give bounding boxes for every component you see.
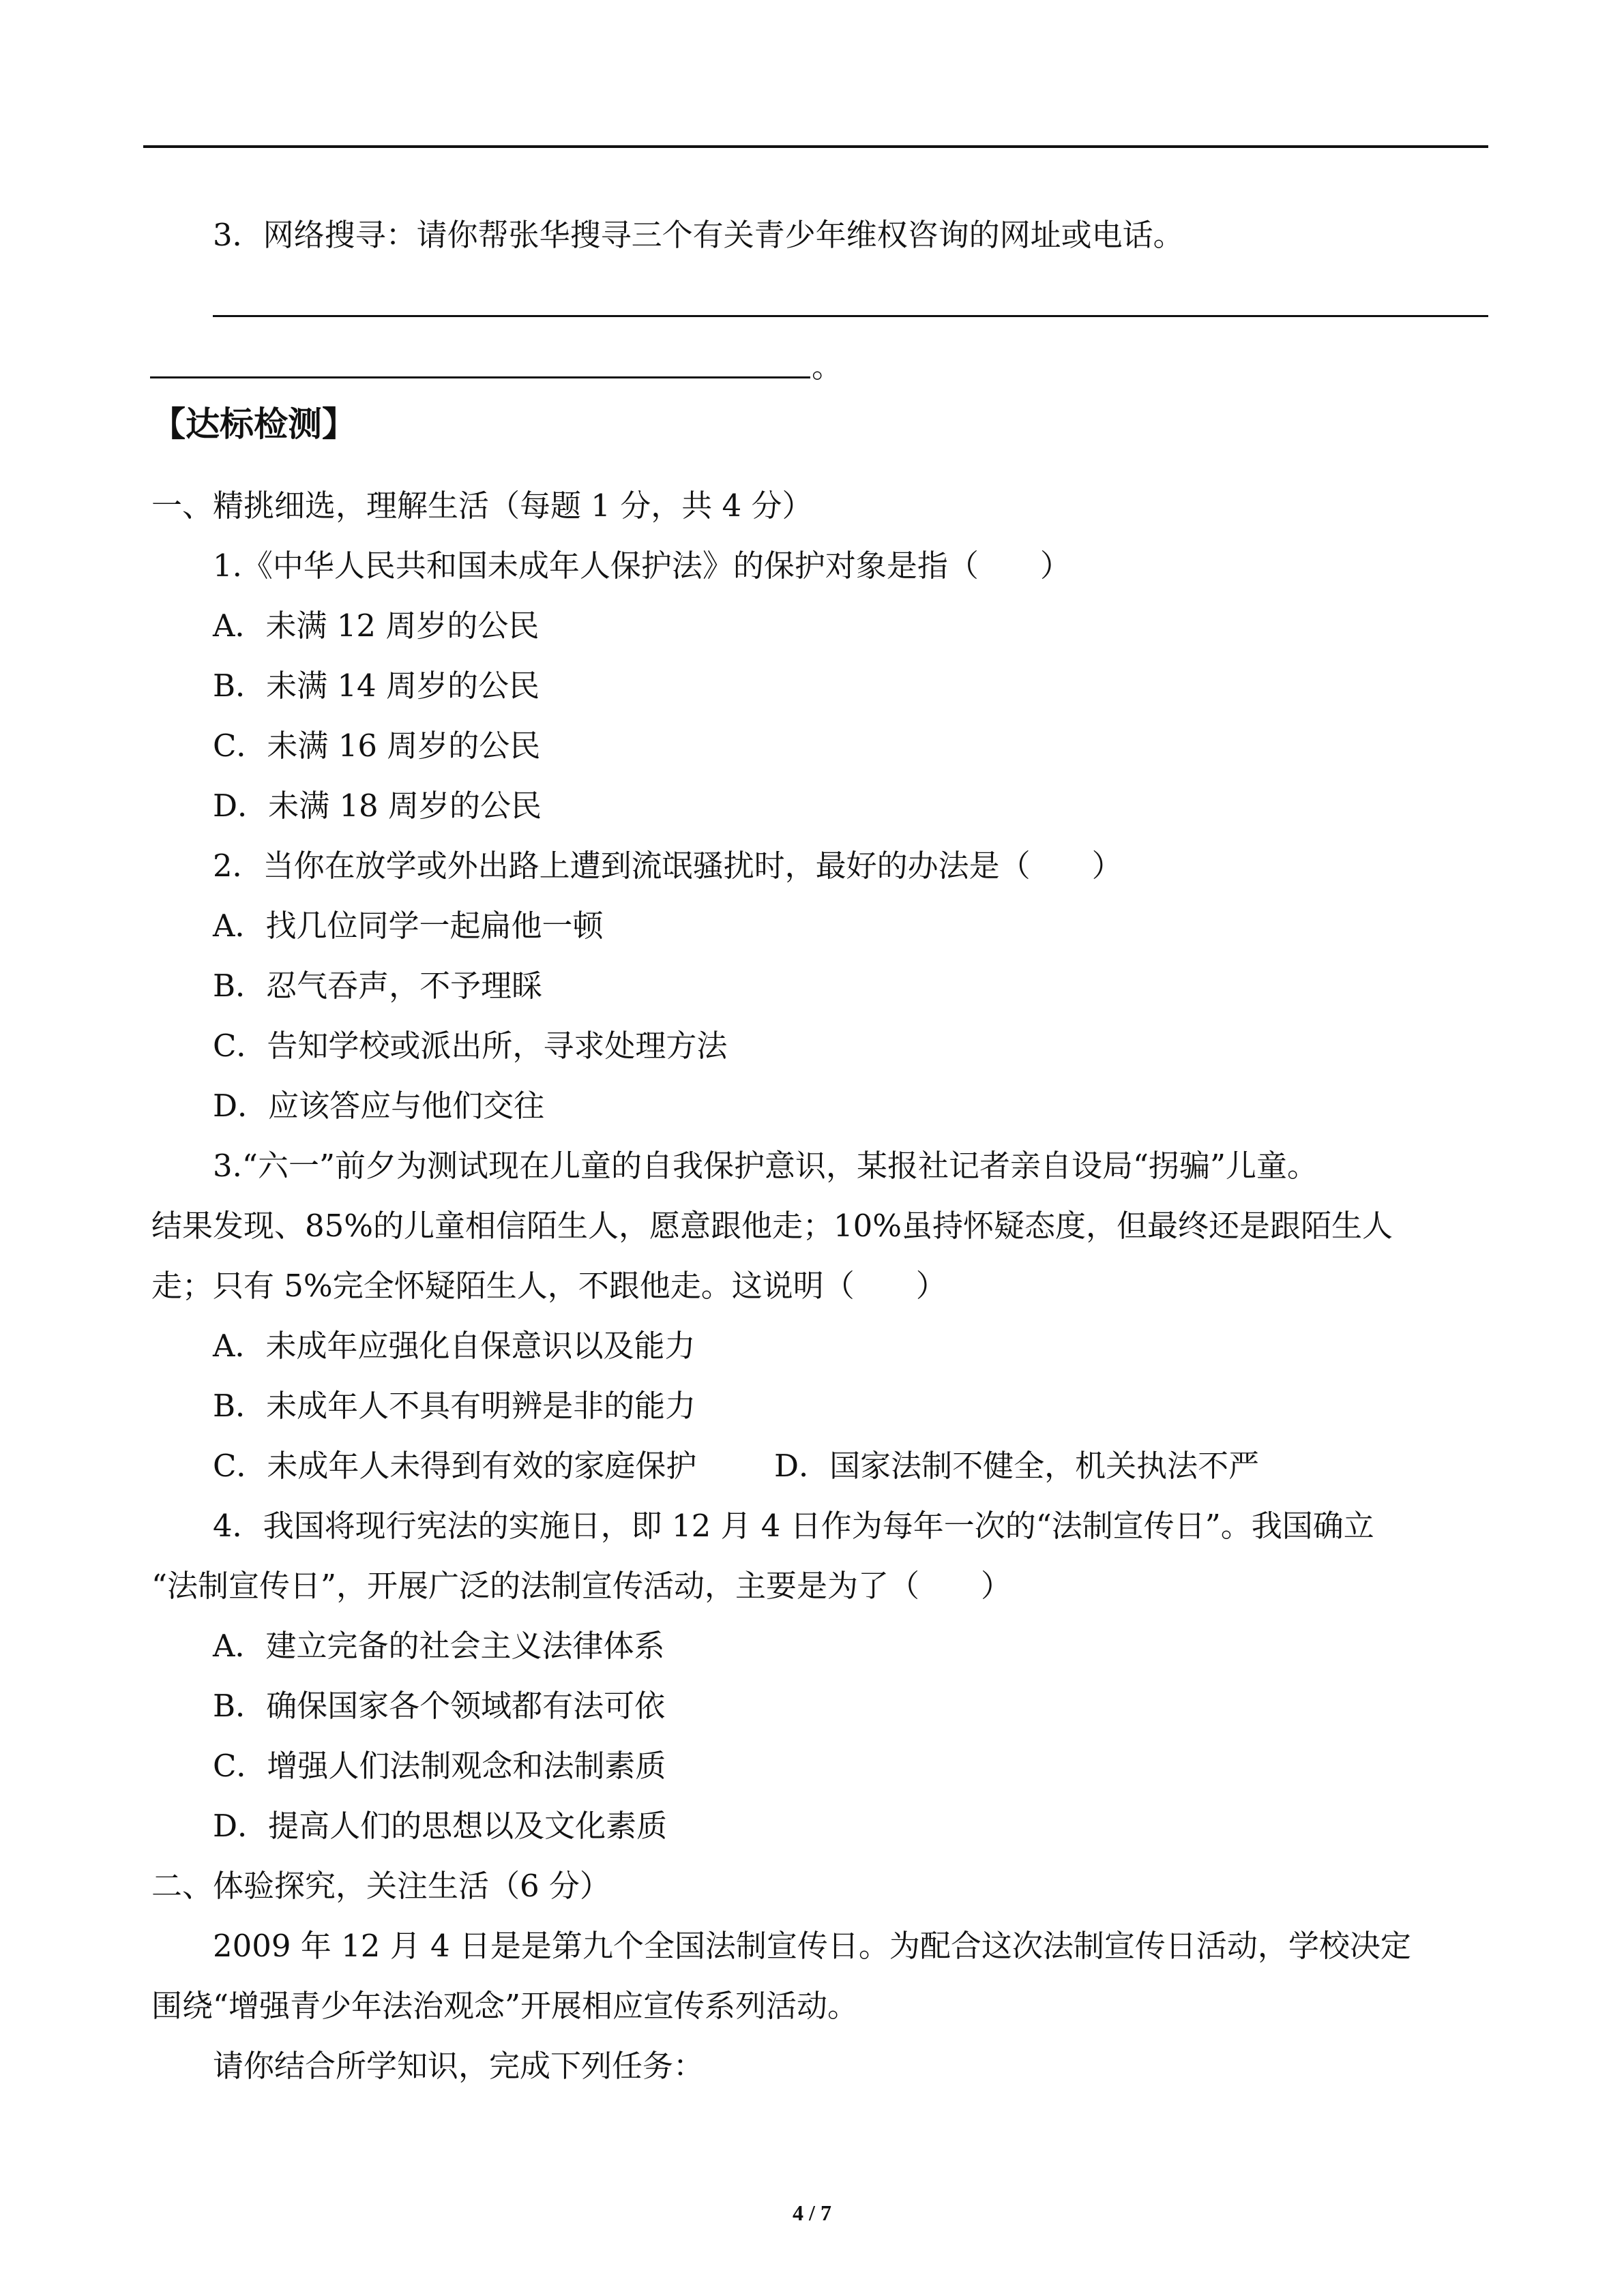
- q4-stem-line-2: “法制宣传日”，开展广泛的法制宣传活动，主要是为了（ ）: [151, 1568, 1012, 1604]
- q4-stem-line-1: 4．我国将现行宪法的实施日，即 12 月 4 日作为每年一次的“法制宣传日”。我国确立: [213, 1508, 1374, 1544]
- q3-stem-line-1: 3.“六一”前夕为测试现在儿童的自我保护意识，某报社记者亲自设局“拐骗”儿童。: [213, 1148, 1318, 1184]
- q1-option-d: D．未满 18 周岁的公民: [213, 788, 542, 824]
- q2-option-c: C．告知学校或派出所，寻求处理方法: [213, 1028, 728, 1064]
- q3-option-b: B．未成年人不具有明辨是非的能力: [213, 1388, 696, 1424]
- part-1-heading: 一、精挑细选，理解生活（每题 1 分，共 4 分）: [151, 488, 813, 524]
- part-2-paragraph-line-2: 围绕“增强青少年法治观念”开展相应宣传系列活动。: [151, 1988, 859, 2024]
- section-heading: 【达标检测】: [151, 404, 356, 444]
- q1-stem: 1.《中华人民共和国未成年人保护法》的保护对象是指（ ）: [213, 548, 1071, 584]
- q2-stem: 2．当你在放学或外出路上遭到流氓骚扰时，最好的办法是（ ）: [213, 848, 1123, 884]
- answer-blank-line-1[interactable]: [213, 315, 1488, 317]
- q3-option-d: D．国家法制不健全，机关执法不严: [774, 1448, 1260, 1484]
- q4-option-a: A．建立完备的社会主义法律体系: [213, 1628, 665, 1664]
- q1-option-c: C．未满 16 周岁的公民: [213, 728, 541, 764]
- q2-option-b: B．忍气吞声，不予理睬: [213, 968, 543, 1004]
- q4-option-c: C．增强人们法制观念和法制素质: [213, 1748, 666, 1784]
- answer-blank-line-2[interactable]: [150, 376, 810, 378]
- answer-end-mark: 。: [812, 348, 843, 385]
- q1-option-b: B．未满 14 周岁的公民: [213, 668, 540, 704]
- q4-option-b: B．确保国家各个领域都有法可依: [213, 1688, 666, 1724]
- q3-option-c: C．未成年人未得到有效的家庭保护: [213, 1448, 697, 1484]
- part-2-heading: 二、体验探究，关注生活（6 分）: [151, 1868, 610, 1904]
- q1-option-a: A．未满 12 周岁的公民: [213, 608, 540, 644]
- page-number: 4 / 7: [793, 2201, 831, 2225]
- q3-stem-line-3: 走；只有 5%完全怀疑陌生人，不跟他走。这说明（ ）: [151, 1268, 947, 1304]
- question-3-network-search: 3．网络搜寻：请你帮张华搜寻三个有关青少年维权咨询的网址或电话。: [213, 217, 1184, 253]
- q4-option-d: D．提高人们的思想以及文化素质: [213, 1808, 668, 1844]
- header-rule: [143, 145, 1488, 148]
- part-2-instruction: 请你结合所学知识，完成下列任务：: [213, 2048, 705, 2084]
- part-2-paragraph-line-1: 2009 年 12 月 4 日是是第九个全国法制宣传日。为配合这次法制宣传日活动，学校决定: [213, 1928, 1411, 1964]
- q3-stem-line-2: 结果发现、85%的儿童相信陌生人，愿意跟他走；10%虽持怀疑态度，但最终还是跟陌生人: [151, 1208, 1393, 1244]
- q3-option-a: A．未成年应强化自保意识以及能力: [213, 1328, 696, 1364]
- q2-option-a: A．找几位同学一起扁他一顿: [213, 908, 604, 944]
- q2-option-d: D．应该答应与他们交往: [213, 1088, 545, 1124]
